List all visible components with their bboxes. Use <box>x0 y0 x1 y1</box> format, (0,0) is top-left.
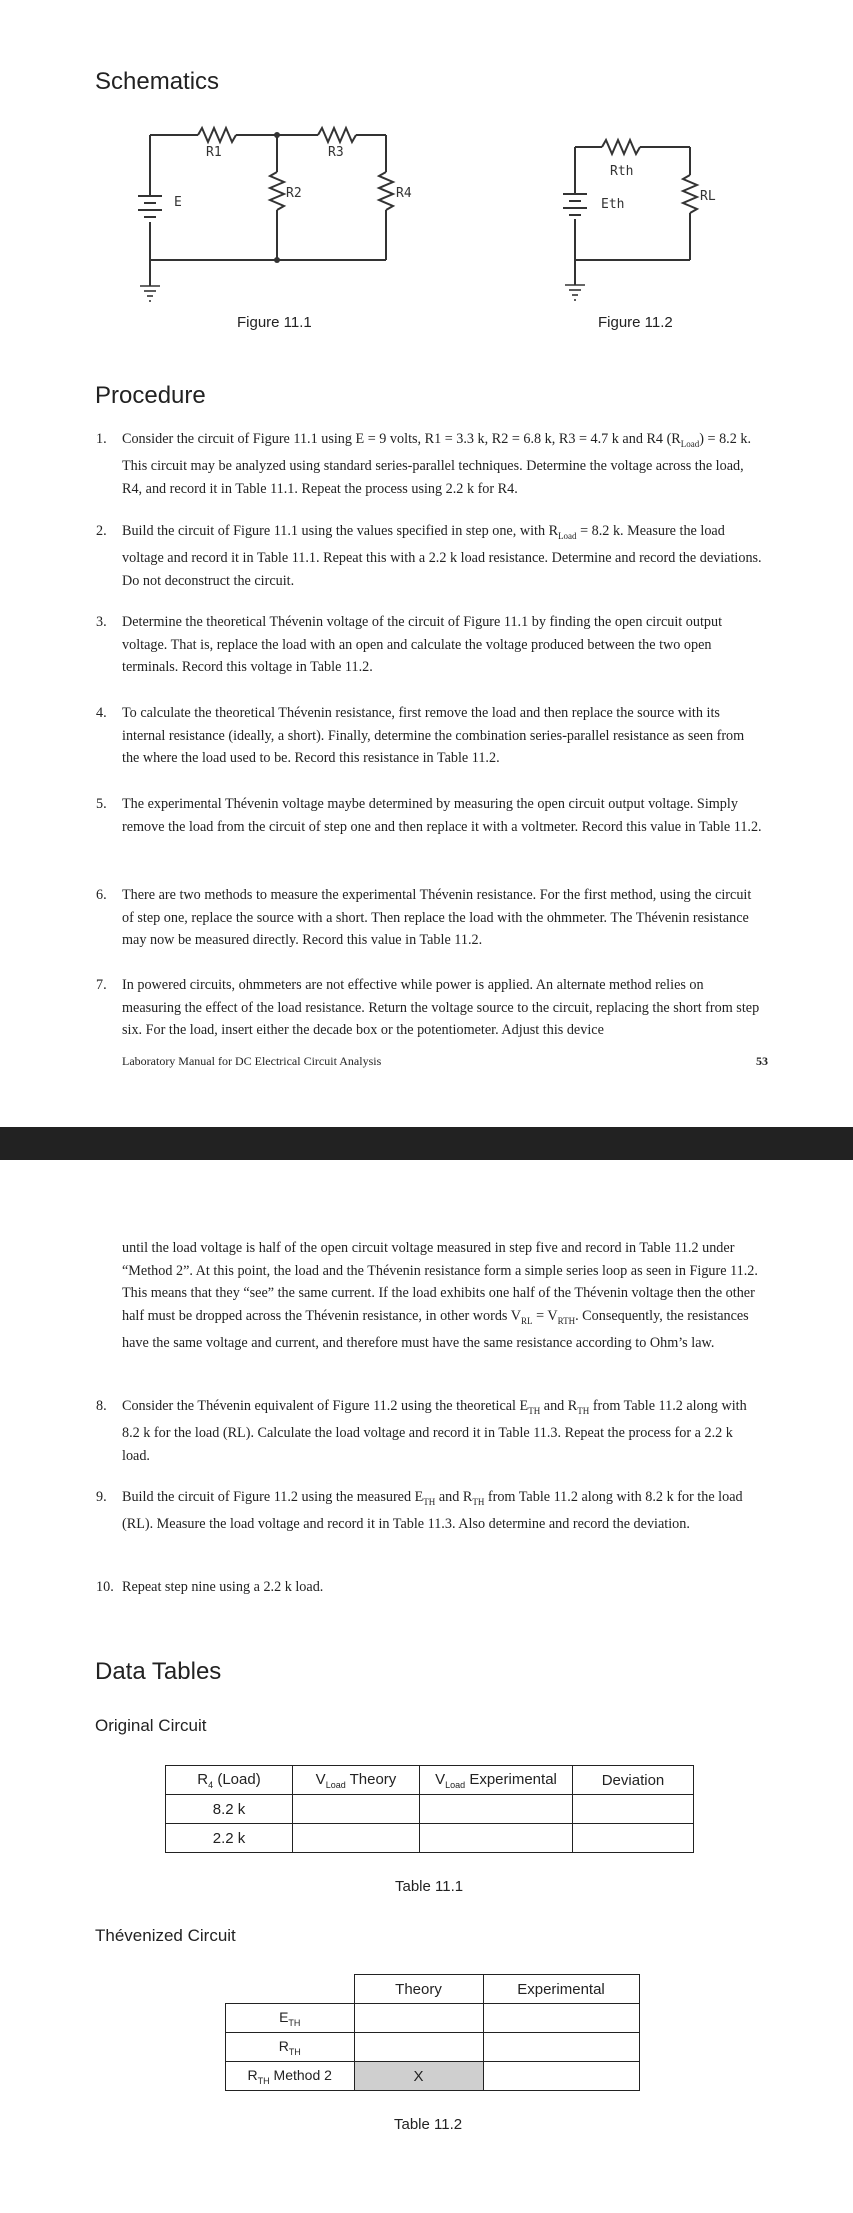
procedure-step-6: 6. There are two methods to measure the experimental Thévenin resistance. For the first method, using the circuit of step one, replace the source with a short. Then replace the load with the ohmmeter. The Thévenin resistance may now be measured directly. Record this value in Table 11.2. <box>96 887 752 949</box>
r1-label: R1 <box>206 145 222 160</box>
ground-symbol <box>140 286 160 301</box>
page-separator <box>0 1127 853 1160</box>
section-title-procedure: Procedure <box>95 382 206 409</box>
figure-11-2-caption: Figure 11.2 <box>598 314 673 331</box>
figure-11-1-schematic <box>120 120 450 310</box>
cell-deviation <box>573 1795 694 1824</box>
section-title-data-tables: Data Tables <box>95 1658 222 1685</box>
e-label: E <box>174 195 182 210</box>
rl-resistor <box>683 175 697 213</box>
procedure-step-3: 3. Determine the theoretical Thévenin voltage of the circuit of Figure 11.1 by finding the open circuit output voltage. That is, replace the load with an open and calculate the voltage produced between the two open terminals. Record this voltage in Table 11.2. <box>96 614 723 676</box>
cell-deviation <box>573 1824 694 1853</box>
table-row <box>226 2062 640 2091</box>
r1-resistor <box>198 128 236 142</box>
header-cell: Experimental <box>483 1975 639 2004</box>
figure-11-1-caption: Figure 11.1 <box>237 314 312 331</box>
row-label: 8.2 k <box>166 1795 293 1824</box>
battery-e <box>138 196 162 217</box>
table-row <box>166 1824 694 1853</box>
subtitle-thevenized-circuit: Thévenized Circuit <box>95 1926 236 1945</box>
r2-label: R2 <box>286 186 302 201</box>
r4-resistor <box>379 172 393 210</box>
rth-resistor <box>602 140 640 154</box>
header-cell: $V_{Load}$ Theory <box>293 1766 420 1795</box>
procedure-step-7: 7. In powered circuits, ohmmeters are not effective while power is applied. An alternate method relies on measuring the effect of the load resistance. Return the voltage source to the circuit, replacing the short from step six. For the load, insert either the decade box or the potentiometer. Adjust this device <box>96 977 760 1039</box>
procedure-step-8: 8. Consider the Thévenin equivalent of Figure 11.2 using the theoretical $E_{TH}$ and $R_{TH}$ from Table 11.2 along with 8.2 k for the load (RL). Calculate the load voltage and record it in Table 11.3. Repeat the process for a 2.2 k load. <box>96 1398 747 1465</box>
table-11-2 <box>225 1974 640 2091</box>
page-number: 53 <box>756 1054 768 1068</box>
procedure-step-7-continued: until the load voltage is half of the open circuit voltage measured in step five and record in Table 11.2 under “Method 2”. At this point, the load and the Thévenin resistance form a simple series loop as seen in Figure 11.2. This means that they “see” the same current. If the load exhibits one half of the Thévenin voltage then the other half must be dropped across the Thévenin resistance, in other words $V_{RL} = V_{RTH}$. Consequently, the resistances have the same voltage and current, and therefore must have the same resistance according to Ohm’s law. <box>122 1240 758 1352</box>
table-11-1-caption: Table 11.1 <box>395 1878 464 1895</box>
header-cell: $V_{Load}$ Experimental <box>420 1766 573 1795</box>
table-row <box>226 2004 640 2033</box>
r3-resistor <box>318 128 356 142</box>
cell-vload-theory <box>293 1795 420 1824</box>
cell-not-applicable: X <box>354 2062 483 2091</box>
header-cell: Theory <box>354 1975 483 2004</box>
cell-theory <box>354 2004 483 2033</box>
table-row <box>226 2033 640 2062</box>
eth-label: Eth <box>601 197 625 212</box>
r2-resistor <box>270 172 284 210</box>
cell-vload-theory <box>293 1824 420 1853</box>
r4-label: R4 <box>396 186 412 201</box>
procedure-step-9: 9. Build the circuit of Figure 11.2 using the measured $E_{TH}$ and $R_{TH}$ from Table 11.2 along with 8.2 k for the load (RL). Measure the load voltage and record it in Table 11.3. Also determine and record the deviation. <box>96 1489 743 1533</box>
page-footer <box>122 1054 768 1069</box>
rth-label: Rth <box>610 164 634 179</box>
table-11-2-caption: Table 11.2 <box>394 2116 463 2133</box>
battery-eth <box>563 194 587 215</box>
cell-experimental <box>483 2033 639 2062</box>
row-label: $R_{TH}$ Method 2 <box>226 2062 355 2091</box>
table-header-row <box>226 1975 640 2004</box>
procedure-step-1: 1. Consider the circuit of Figure 11.1 using E = 9 volts, R1 = 3.3 k, R2 = 6.8 k, R3 = 4.7 k and R4 $(R_{Load}) = 8.2$ k. This circuit may be analyzed using standard series-parallel techniques. Determine the voltage across the load, R4, and record it in Table 11.1. Repeat the process using 2.2 k for R4. <box>96 431 752 498</box>
table-header-row <box>166 1766 694 1795</box>
cell-experimental <box>483 2062 639 2091</box>
footer-title: Laboratory Manual for DC Electrical Circuit Analysis <box>122 1054 382 1068</box>
row-label: 2.2 k <box>166 1824 293 1853</box>
procedure-step-4: 4. To calculate the theoretical Thévenin resistance, first remove the load and then replace the source with its internal resistance (ideally, a short). Finally, determine the combination series-parallel resistance as seen from the where the load used to be. Record this resistance in Table 11.2. <box>96 705 745 767</box>
rl-label: RL <box>700 189 716 204</box>
header-cell: $R_4$ (Load) <box>166 1766 293 1795</box>
header-cell: Deviation <box>573 1766 694 1795</box>
section-title-schematics: Schematics <box>95 68 220 95</box>
cell-theory <box>354 2033 483 2062</box>
table-11-1 <box>165 1765 694 1853</box>
procedure-step-2: 2. Build the circuit of Figure 11.1 using the values specified in step one, with $R_{Load} = 8.2$ k. Measure the load voltage and record it in Table 11.1. Repeat this with a 2.2 k load resistance. Determine and record the deviations. Do not deconstruct the circuit. <box>96 523 762 590</box>
subtitle-original-circuit: Original Circuit <box>95 1716 207 1735</box>
cell-experimental <box>483 2004 639 2033</box>
procedure-step-10: 10. Repeat step nine using a 2.2 k load. <box>96 1579 324 1595</box>
row-label: $R_{TH}$ <box>226 2033 355 2062</box>
row-label: $E_{TH}$ <box>226 2004 355 2033</box>
r3-label: R3 <box>328 145 344 160</box>
cell-vload-experimental <box>420 1795 573 1824</box>
ground-symbol <box>565 285 585 300</box>
cell-vload-experimental <box>420 1824 573 1853</box>
figure-11-2-schematic <box>550 135 750 310</box>
procedure-step-5: 5. The experimental Thévenin voltage maybe determined by measuring the open circuit output voltage. Simply remove the load from the circuit of step one and then replace it with a voltmeter. Record this value in Table 11.2. <box>96 796 762 835</box>
table-row <box>166 1795 694 1824</box>
